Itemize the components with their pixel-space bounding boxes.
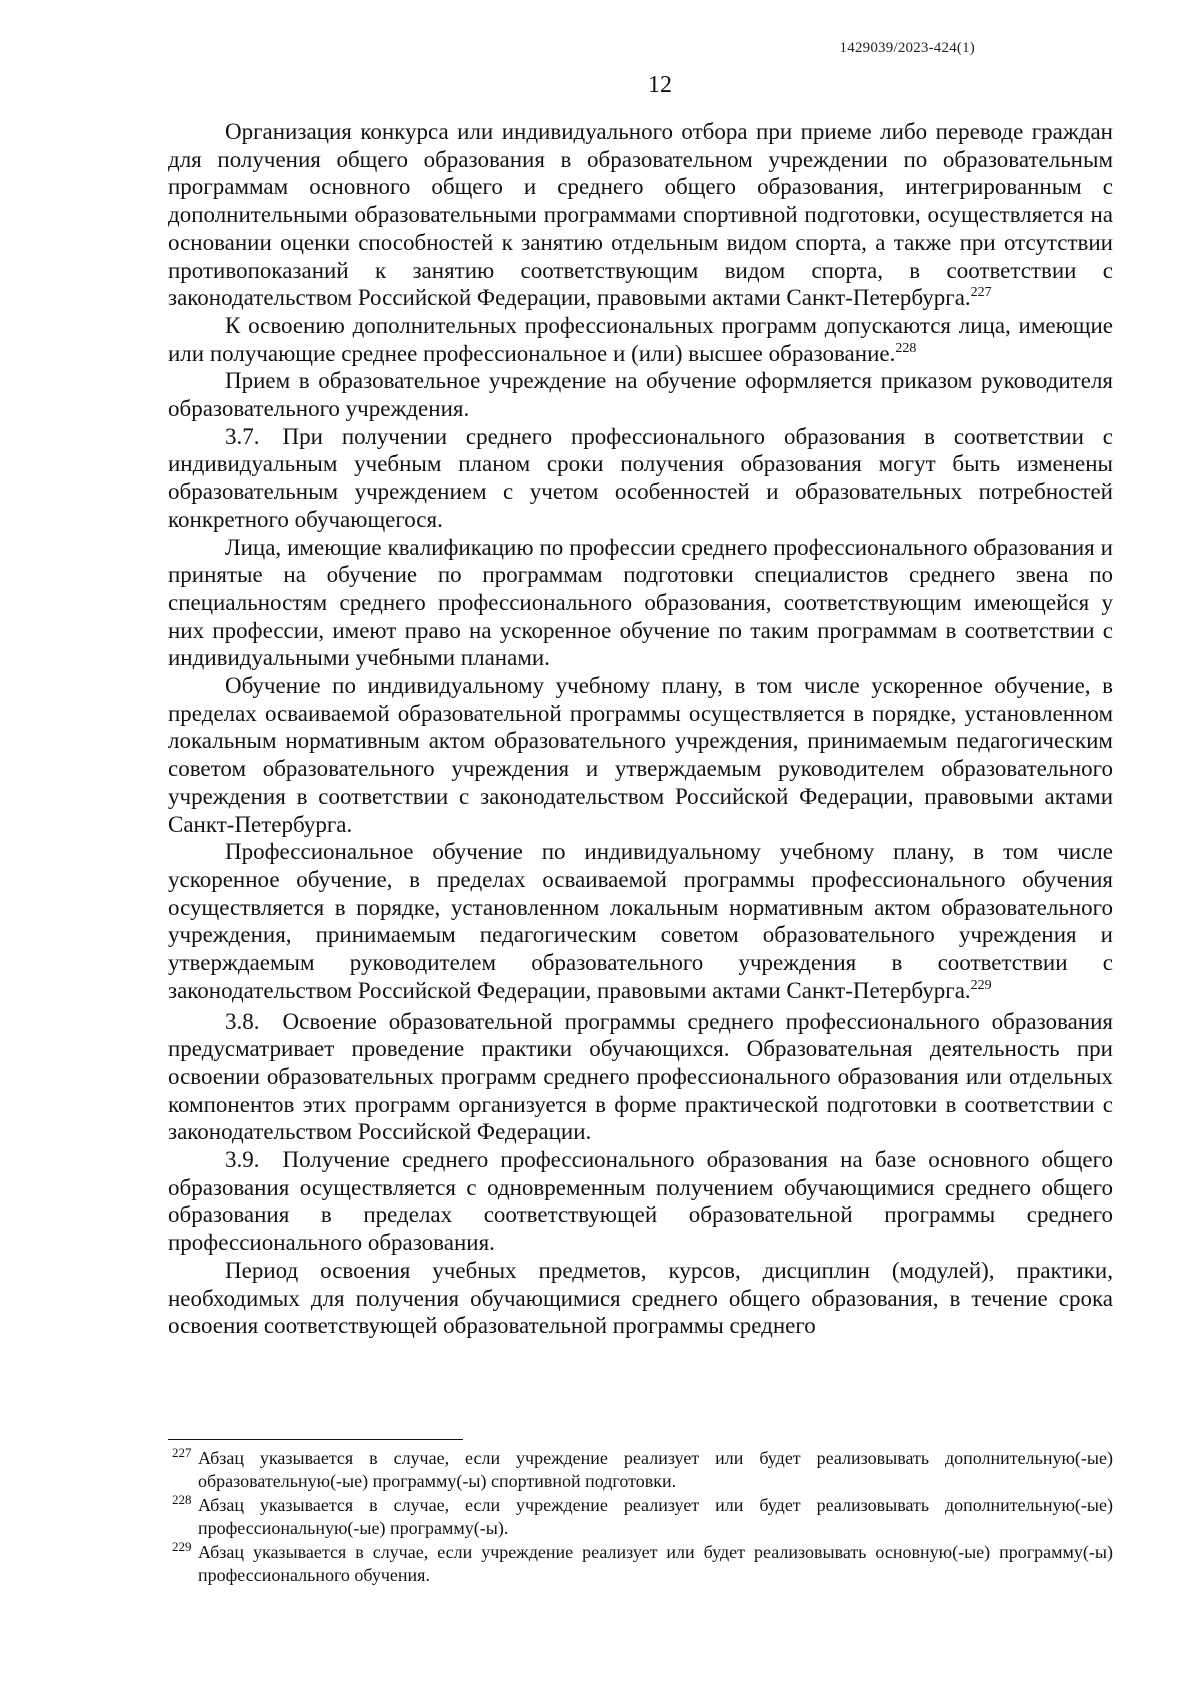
footnote-228 — [168, 1494, 1113, 1540]
paragraph-text: Прием в образовательное учреждение на обучение оформляется приказом руководителя образовательного учреждения. — [168, 368, 1113, 422]
footnote-229 — [168, 1541, 1113, 1587]
paragraph-text: Обучение по индивидуальному учебному плану, в том числе ускоренное обучение, в пределах осваиваемой образовательной программы осуществляется в порядке, установленном локальным нормативным актом образовательного учреждения, принимаемым педагогическим советом образовательного учреждения и утверждаемым руководителем образовательного учреждения в соответствии с законодательством Российской Федерации, правовыми актами Санкт-Петербурга. — [168, 673, 1113, 837]
footnote-reference: 227 — [970, 285, 992, 301]
paragraph-admission-order — [168, 367, 1113, 422]
paragraph-text: 3.9. Получение среднего профессионального образования на базе основного общего образования осуществляется с одновременным получением обучающимися среднего общего образования в пределах соответствующей образовательной программы среднего профессионального образования. — [168, 1147, 1113, 1256]
paragraph-study-period — [168, 1257, 1113, 1340]
paragraph-text: 3.8. Освоение образовательной программы среднего профессионального образования предусматривает проведение практики обучающихся. Образовательная деятельность при освоении образовательных программ среднего профессионального образования или отдельных компонентов этих программ организуется в форме практической подготовки в соответствии с законодательством Российской Федерации. — [168, 1008, 1113, 1145]
paragraph-individual-plan — [168, 672, 1113, 838]
footnote-text: Абзац указывается в случае, если учреждение реализует или будет реализовывать дополнительную(-ые) профессиональную(-ые) программу(-ы). — [198, 1495, 1113, 1538]
paragraph-3-8 — [168, 1008, 1113, 1147]
document-registration-number: 1429039/2023-424(1) — [839, 40, 975, 56]
paragraph-text: Период освоения учебных предметов, курсов, дисциплин (модулей), практики, необходимых для получения обучающимися среднего общего образования, в течение срока освоения соответствующей образовательной программы среднего — [168, 1257, 1113, 1339]
paragraph-professional-training — [168, 838, 1113, 1004]
paragraph-3-9 — [168, 1146, 1113, 1257]
footnote-reference: 229 — [970, 977, 992, 993]
paragraph-text: 3.7. При получении среднего профессионального образования в соответствии с индивидуальным учебным планом сроки получения образования могут быть изменены образовательным учреждением с учетом особенностей и образовательных потребностей конкретного обучающегося. — [168, 423, 1113, 532]
paragraph-text: Лица, имеющие квалификацию по профессии среднего профессионального образования и принятые на обучение по программам подготовки специалистов среднего звена по специальностям среднего профессионального образования, соответствующим имеющейся у них профессии, имеют право на ускоренное обучение по таким программам в соответствии с индивидуальными учебными планами. — [168, 534, 1113, 671]
page-number: 12 — [648, 72, 672, 98]
paragraph-text: Профессиональное обучение по индивидуальному учебному плану, в том числе ускоренное обучение, в пределах осваиваемой программы профессионального обучения осуществляется в порядке, установленном локальным нормативным актом образовательного учреждения, принимаемым педагогическим советом образовательного учреждения и утверждаемым руководителем образовательного учреждения в соответствии с законодательством Российской Федерации, правовыми актами Санкт-Петербурга. — [168, 839, 1113, 1003]
footnote-mark: 227 — [172, 1445, 192, 1460]
footnote-mark: 228 — [172, 1492, 192, 1507]
footnote-text: Абзац указывается в случае, если учреждение реализует или будет реализовывать дополнительную(-ые) образовательную(-ые) программу(-ы) спортивной подготовки. — [198, 1448, 1113, 1491]
footnote-divider — [168, 1439, 463, 1440]
paragraph-additional-professional-programs — [168, 312, 1113, 367]
footnote-text: Абзац указывается в случае, если учреждение реализует или будет реализовывать основную(-ые) программу(-ы) профессионального обучения. — [198, 1542, 1113, 1585]
footnote-mark: 229 — [172, 1539, 192, 1554]
body-text — [168, 118, 1113, 1340]
footnote-reference: 228 — [895, 340, 917, 356]
paragraph-text: К освоению дополнительных профессиональных программ допускаются лица, имеющие или получающие среднее профессиональное и (или) высшее образование. — [168, 312, 1113, 366]
footnote-227 — [168, 1447, 1113, 1493]
paragraph-text: Организация конкурса или индивидуального отбора при приеме либо переводе граждан для получения общего образования в образовательном учреждении по образовательным программам основного общего и среднего общего образования, интегрированным с дополнительными образовательными программами спортивной подготовки, осуществляется на основании оценки способностей к занятию отдельным видом спорта, а также при отсутствии противопоказаний к занятию соответствующим видом спорта, в соответствии с законодательством Российской Федерации, правовыми актами Санкт-Петербурга. — [168, 119, 1113, 311]
paragraph-3-7 — [168, 423, 1113, 534]
paragraph-competition-selection — [168, 118, 1113, 312]
footnotes — [168, 1447, 1113, 1588]
paragraph-qualified-persons — [168, 534, 1113, 673]
